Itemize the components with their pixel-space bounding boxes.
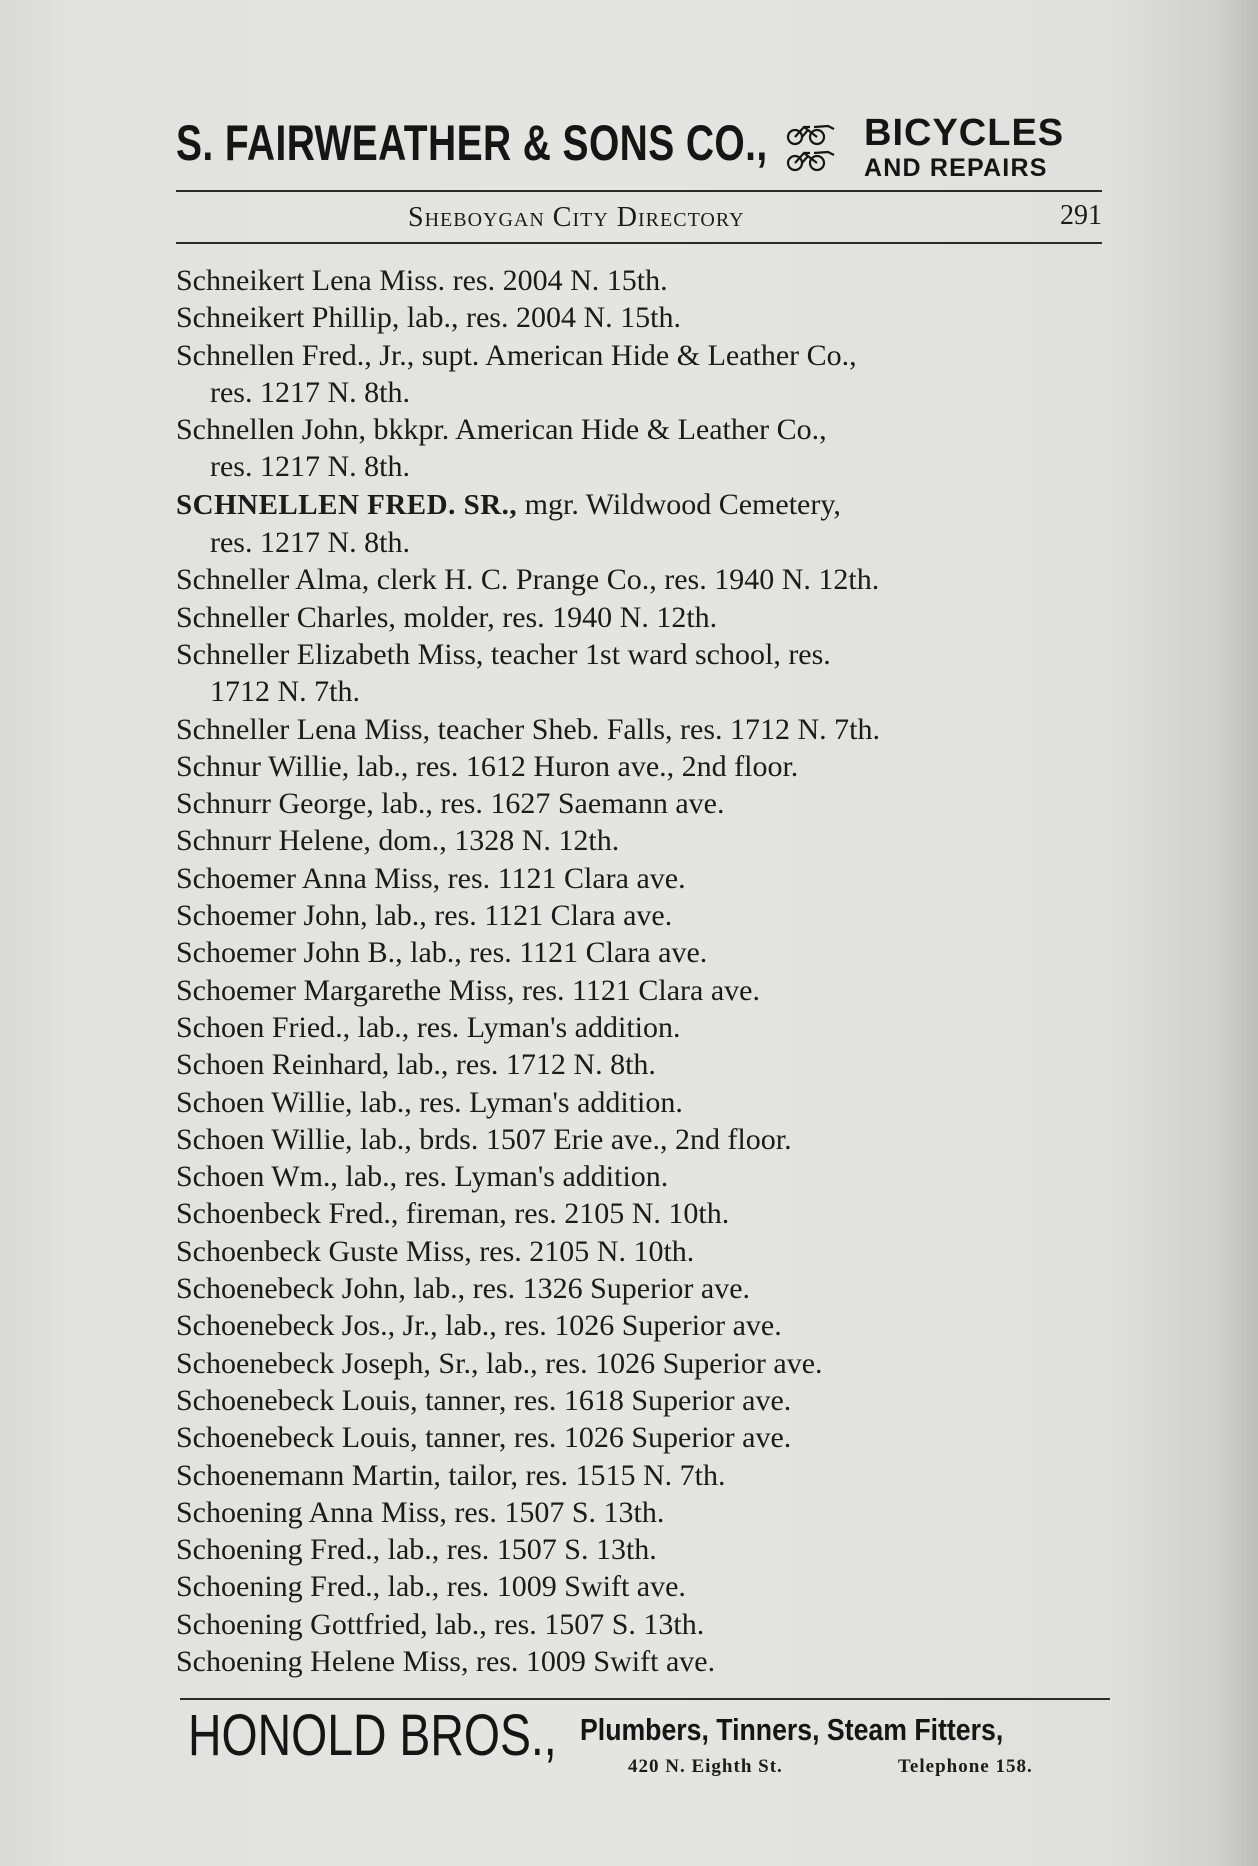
- entry-text: Schneller Alma, clerk H. C. Prange Co., res. 1940 N. 12th.: [176, 563, 880, 597]
- directory-entry: [176, 561, 1106, 598]
- directory-entry: [176, 1606, 1106, 1643]
- entry-text: Schneller Elizabeth Miss, teacher 1st ward school, res.: [176, 637, 831, 671]
- entry-text: Schnurr George, lab., res. 1627 Saemann ave.: [176, 787, 725, 821]
- entry-text: Schoenebeck Jos., Jr., lab., res. 1026 Superior ave.: [176, 1309, 782, 1343]
- entry-text: res. 1217 N. 8th.: [210, 375, 410, 409]
- entry-text: Schnellen John, bkkpr. American Hide & Leather Co.,: [176, 413, 827, 447]
- directory-entry: [176, 1158, 1106, 1195]
- directory-entry: [176, 711, 1106, 748]
- entry-text: Schnellen Fred., Jr., supt. American Hide & Leather Co.,: [176, 338, 857, 372]
- entry-text: Schoening Fred., lab., res. 1009 Swift ave.: [176, 1570, 686, 1604]
- directory-entry: [176, 1419, 1106, 1456]
- running-head-rule: [176, 242, 1102, 244]
- entry-text: Schoen Willie, lab., brds. 1507 Erie ave., 2nd floor.: [176, 1122, 792, 1156]
- entry-text: Schneikert Lena Miss. res. 2004 N. 15th.: [176, 264, 668, 297]
- entry-text: Schneikert Phillip, lab., res. 2004 N. 15th.: [176, 301, 681, 335]
- entry-text: res. 1217 N. 8th.: [210, 526, 410, 560]
- entry-text: Schoemer John, lab., res. 1121 Clara ave.: [176, 899, 673, 933]
- directory-entry: [176, 785, 1106, 822]
- entry-text: Schoenebeck Louis, tanner, res. 1618 Superior ave.: [176, 1383, 792, 1417]
- header-rule: [176, 190, 1102, 192]
- entry-text: Schnurr Helene, dom., 1328 N. 12th.: [176, 824, 620, 858]
- directory-entry: [176, 1046, 1106, 1083]
- entry-text: Schoening Helene Miss, res. 1009 Swift ave.: [176, 1644, 716, 1678]
- directory-entry: [176, 262, 1106, 299]
- directory-entry: [176, 599, 1106, 636]
- directory-entry: [176, 972, 1106, 1009]
- header-ad-subtitle: AND REPAIRS: [864, 154, 1048, 182]
- directory-entry: [176, 486, 1106, 524]
- footer-ad-firm-name: HONOLD BROS.,: [188, 1703, 557, 1768]
- footer-ad-address: 420 N. Eighth St.: [628, 1756, 783, 1777]
- directory-entry: [176, 1382, 1106, 1419]
- directory-entry-continuation: [176, 673, 1106, 710]
- directory-entry: [176, 1345, 1106, 1382]
- footer-ad-phone: Telephone 158.: [898, 1756, 1033, 1777]
- directory-entry: [176, 1084, 1106, 1121]
- entry-text: Schneller Lena Miss, teacher Sheb. Falls, res. 1712 N. 7th.: [176, 712, 881, 746]
- directory-entries: [176, 262, 1106, 1680]
- directory-entry: [176, 1233, 1106, 1270]
- entry-text: Schoen Wm., lab., res. Lyman's addition.: [176, 1160, 669, 1194]
- directory-title: Sheboygan City Directory: [408, 202, 745, 233]
- entry-text: Schoening Fred., lab., res. 1507 S. 13th.: [176, 1533, 657, 1567]
- directory-entry: [176, 1195, 1106, 1232]
- entry-text: Schneller Charles, molder, res. 1940 N. 12th.: [176, 600, 718, 634]
- directory-entry: [176, 1568, 1106, 1605]
- entry-text: Schoenebeck Joseph, Sr., lab., res. 1026 Superior ave.: [176, 1346, 823, 1380]
- directory-entry: [176, 636, 1106, 673]
- entry-text: Schoemer Margarethe Miss, res. 1121 Clara ave.: [176, 973, 760, 1007]
- directory-entry: [176, 822, 1106, 859]
- entry-text: Schoenbeck Fred., fireman, res. 2105 N. 10th.: [176, 1197, 730, 1231]
- entry-text: Schoemer Anna Miss, res. 1121 Clara ave.: [176, 861, 686, 895]
- directory-entry: [176, 1531, 1106, 1568]
- entry-text: 1712 N. 7th.: [210, 675, 360, 709]
- directory-entry-continuation: [176, 374, 1106, 411]
- directory-entry-continuation: [176, 448, 1106, 485]
- directory-entry: [176, 748, 1106, 785]
- entry-text: mgr. Wildwood Cemetery,: [517, 487, 841, 521]
- directory-entry: [176, 1270, 1106, 1307]
- entry-text: Schnur Willie, lab., res. 1612 Huron ave., 2nd floor.: [176, 749, 799, 783]
- directory-entry: [176, 1457, 1106, 1494]
- footer-rule: [180, 1698, 1110, 1700]
- directory-entry: [176, 860, 1106, 897]
- entry-text: Schoening Anna Miss, res. 1507 S. 13th.: [176, 1495, 665, 1529]
- directory-entry: [176, 897, 1106, 934]
- directory-entry: [176, 411, 1106, 448]
- entry-text: Schoen Willie, lab., res. Lyman's addition.: [176, 1085, 683, 1119]
- directory-entry: [176, 1009, 1106, 1046]
- entry-text: Schoen Reinhard, lab., res. 1712 N. 8th.: [176, 1048, 656, 1082]
- entry-text: Schoening Gottfried, lab., res. 1507 S. 13th.: [176, 1607, 705, 1641]
- page-number: 291: [1060, 200, 1102, 231]
- directory-entry: [176, 337, 1106, 374]
- header-ad-title: BICYCLES: [864, 112, 1065, 154]
- header-ad-firm-name: S. FAIRWEATHER & SONS CO.,: [176, 115, 768, 171]
- directory-entry: [176, 934, 1106, 971]
- entry-text: Schoemer John B., lab., res. 1121 Clara ave.: [176, 936, 708, 970]
- footer-ad-services: Plumbers, Tinners, Steam Fitters,: [580, 1712, 1004, 1747]
- entry-text: res. 1217 N. 8th.: [210, 450, 410, 484]
- directory-entry: [176, 1307, 1106, 1344]
- directory-entry: [176, 1121, 1106, 1158]
- footer-advertisement: [188, 1702, 1118, 1782]
- directory-entry: [176, 1643, 1106, 1680]
- entry-text: Schoenebeck John, lab., res. 1326 Superior ave.: [176, 1272, 751, 1306]
- entry-text: Schoenemann Martin, tailor, res. 1515 N. 7th.: [176, 1458, 726, 1492]
- running-head: [176, 198, 1102, 234]
- directory-entry: [176, 1494, 1106, 1531]
- entry-text: Schoen Fried., lab., res. Lyman's addition.: [176, 1010, 681, 1044]
- entry-text: Schoenbeck Guste Miss, res. 2105 N. 10th.: [176, 1234, 695, 1268]
- directory-entry-continuation: [176, 524, 1106, 561]
- entry-text: Schoenebeck Louis, tanner, res. 1026 Superior ave.: [176, 1421, 792, 1455]
- bicycle-icon: [784, 118, 840, 174]
- header-advertisement: [176, 110, 1102, 186]
- directory-entry: [176, 299, 1106, 336]
- entry-bold-name: SCHNELLEN FRED. SR.,: [176, 488, 518, 521]
